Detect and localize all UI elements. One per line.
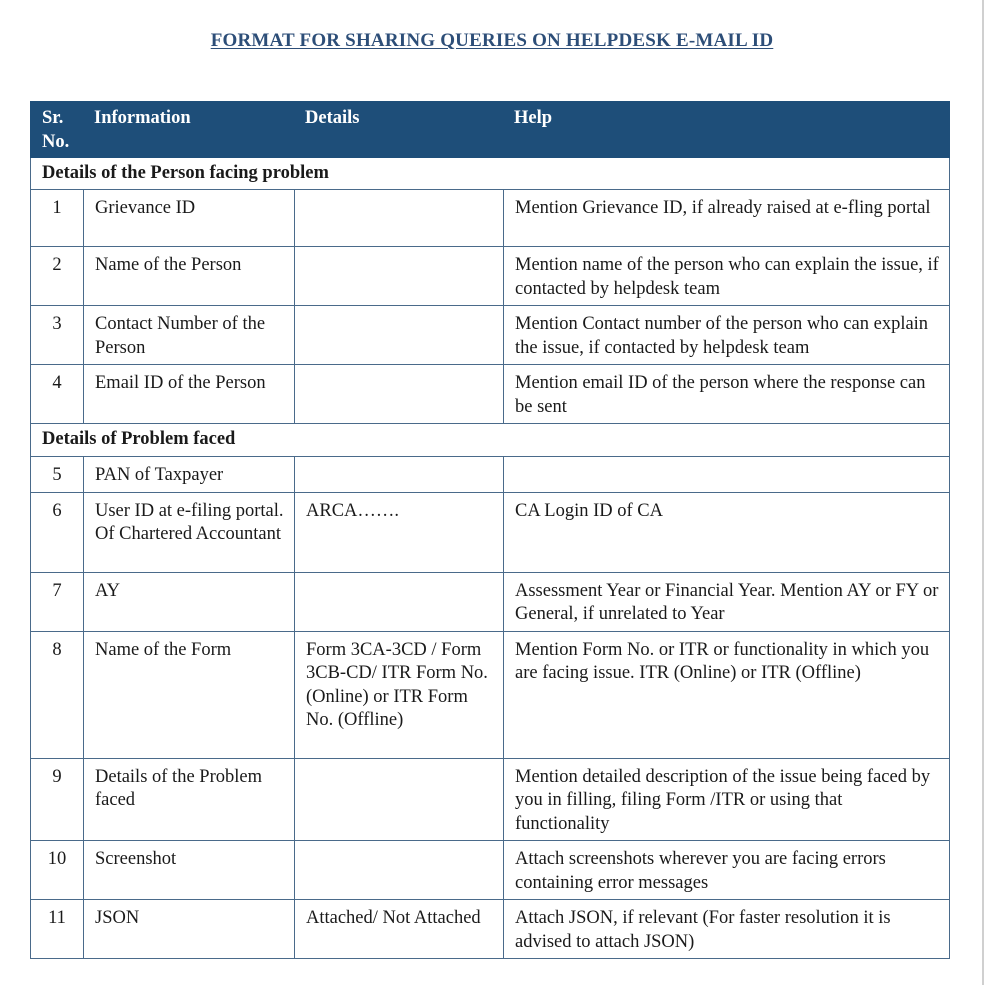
table-row [31, 247, 950, 306]
row-information: PAN of Taxpayer [84, 457, 295, 493]
row-details [295, 841, 504, 900]
section-row [31, 424, 950, 457]
row-details [295, 572, 504, 631]
row-information: Contact Number of the Person [84, 306, 295, 365]
row-details: Form 3CA-3CD / Form 3CB-CD/ ITR Form No. (Online) or ITR Form No. (Offline) [295, 631, 504, 758]
row-information: User ID at e-filing portal. Of Chartered Accountant [84, 492, 295, 572]
row-help: Mention Form No. or ITR or functionality in which you are facing issue. ITR (Online) or ITR (Offline) [504, 631, 950, 758]
row-help [504, 457, 950, 493]
table-row [31, 572, 950, 631]
row-number: 4 [31, 365, 84, 424]
row-details: ARCA……. [295, 492, 504, 572]
row-number: 1 [31, 190, 84, 247]
table-row [31, 492, 950, 572]
row-information: Name of the Form [84, 631, 295, 758]
row-details [295, 306, 504, 365]
table-row [31, 365, 950, 424]
row-number: 9 [31, 758, 84, 841]
row-help: Mention email ID of the person where the response can be sent [504, 365, 950, 424]
table-row [31, 457, 950, 493]
row-number: 6 [31, 492, 84, 572]
row-number: 8 [31, 631, 84, 758]
row-details [295, 457, 504, 493]
row-details [295, 190, 504, 247]
row-number: 10 [31, 841, 84, 900]
row-information: AY [84, 572, 295, 631]
row-information: Screenshot [84, 841, 295, 900]
row-details [295, 247, 504, 306]
table-row [31, 306, 950, 365]
table-row [31, 758, 950, 841]
table-row [31, 841, 950, 900]
row-help: Attach JSON, if relevant (For faster resolution it is advised to attach JSON) [504, 900, 950, 959]
page-title-text: FORMAT FOR SHARING QUERIES ON HELPDESK E-MAIL ID [210, 30, 774, 51]
row-help: CA Login ID of CA [504, 492, 950, 572]
table-row [31, 900, 950, 959]
header-help: Help [504, 102, 950, 158]
row-information: JSON [84, 900, 295, 959]
row-help: Mention Contact number of the person who can explain the issue, if contacted by helpdesk team [504, 306, 950, 365]
table-row [31, 190, 950, 247]
row-information: Details of the Problem faced [84, 758, 295, 841]
row-information: Grievance ID [84, 190, 295, 247]
row-information: Name of the Person [84, 247, 295, 306]
table-row [31, 631, 950, 758]
header-information: Information [84, 102, 295, 158]
row-help: Mention Grievance ID, if already raised at e-fling portal [504, 190, 950, 247]
section-person: Details of the Person facing problem [31, 158, 950, 190]
query-format-table [30, 101, 950, 959]
header-sr-no: Sr. No. [31, 102, 84, 158]
header-details: Details [295, 102, 504, 158]
row-information: Email ID of the Person [84, 365, 295, 424]
row-help: Mention name of the person who can explain the issue, if contacted by helpdesk team [504, 247, 950, 306]
row-number: 3 [31, 306, 84, 365]
row-help: Attach screenshots wherever you are facing errors containing error messages [504, 841, 950, 900]
section-problem: Details of Problem faced [31, 424, 950, 457]
row-number: 2 [31, 247, 84, 306]
row-details [295, 365, 504, 424]
row-number: 5 [31, 457, 84, 493]
table-header-row [31, 102, 950, 158]
section-row [31, 158, 950, 190]
row-help: Assessment Year or Financial Year. Mention AY or FY or General, if unrelated to Year [504, 572, 950, 631]
row-help: Mention detailed description of the issue being faced by you in filling, filing Form /ITR or using that functionality [504, 758, 950, 841]
row-number: 7 [31, 572, 84, 631]
row-details [295, 758, 504, 841]
page-title [0, 30, 984, 52]
row-details: Attached/ Not Attached [295, 900, 504, 959]
row-number: 11 [31, 900, 84, 959]
